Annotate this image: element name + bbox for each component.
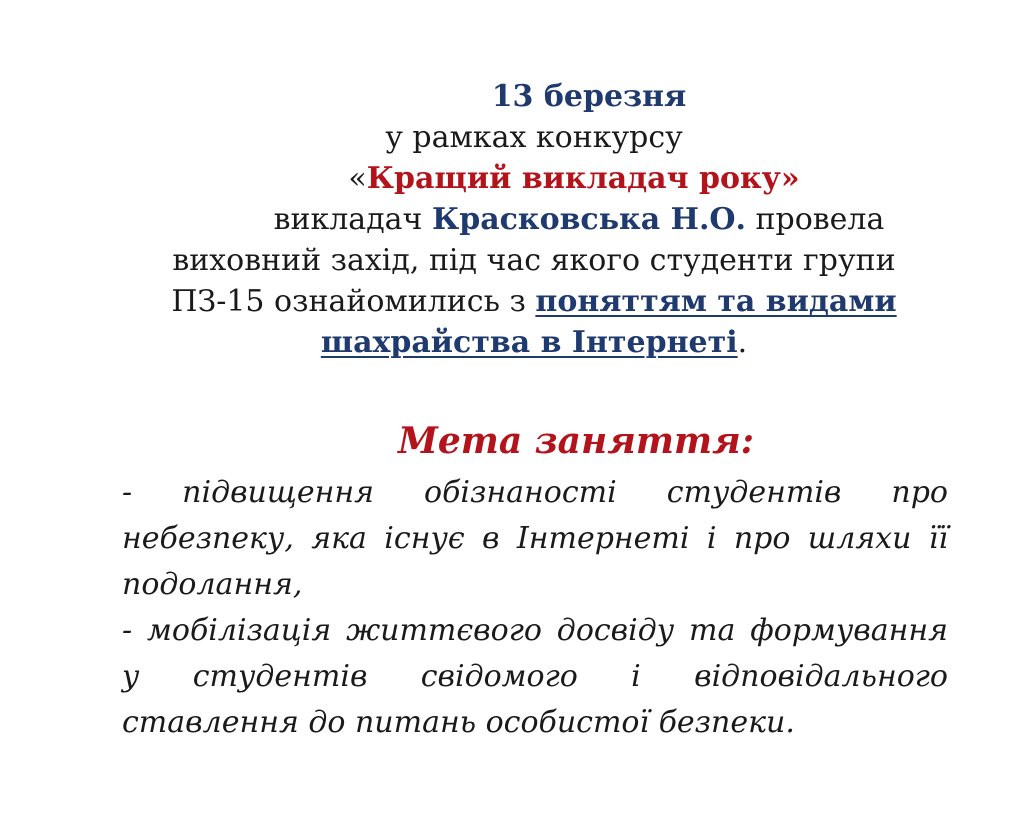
teacher-name: Красковська Н.О. bbox=[431, 202, 746, 237]
contest-name: Кращий викладач року» bbox=[366, 161, 800, 196]
event-description: виховний захід, під час якого студенти групи bbox=[172, 243, 896, 278]
teacher-suffix: провела bbox=[755, 202, 885, 237]
group-text: ПЗ-15 ознайомились з bbox=[171, 284, 526, 319]
teacher-prefix: викладач bbox=[273, 202, 423, 237]
contest-open-quote: « bbox=[348, 161, 367, 196]
event-date: 13 березня bbox=[491, 79, 687, 114]
topic-link-part2: шахрайства в Інтернеті bbox=[320, 325, 738, 360]
goal-item: - підвищення обізнаності студентів про небезпеку, яка існує в Інтернеті і про шляхи її подолання, bbox=[122, 475, 948, 602]
announcement-block bbox=[118, 76, 950, 363]
goal-item: - мобілізація життєвого досвіду та формування у студентів свідомого і відповідального ставлення до питань особистої безпеки. bbox=[122, 613, 948, 740]
contest-line bbox=[118, 158, 950, 199]
contest-intro: у рамках конкурсу bbox=[385, 120, 683, 155]
goal-title: Мета заняття: bbox=[398, 420, 755, 462]
period: . bbox=[737, 325, 748, 360]
goal-list bbox=[122, 470, 948, 746]
topic-line bbox=[118, 322, 950, 363]
group-line bbox=[118, 281, 950, 322]
teacher-line bbox=[118, 199, 950, 240]
topic-link-part1: поняттям та видами bbox=[535, 284, 897, 319]
